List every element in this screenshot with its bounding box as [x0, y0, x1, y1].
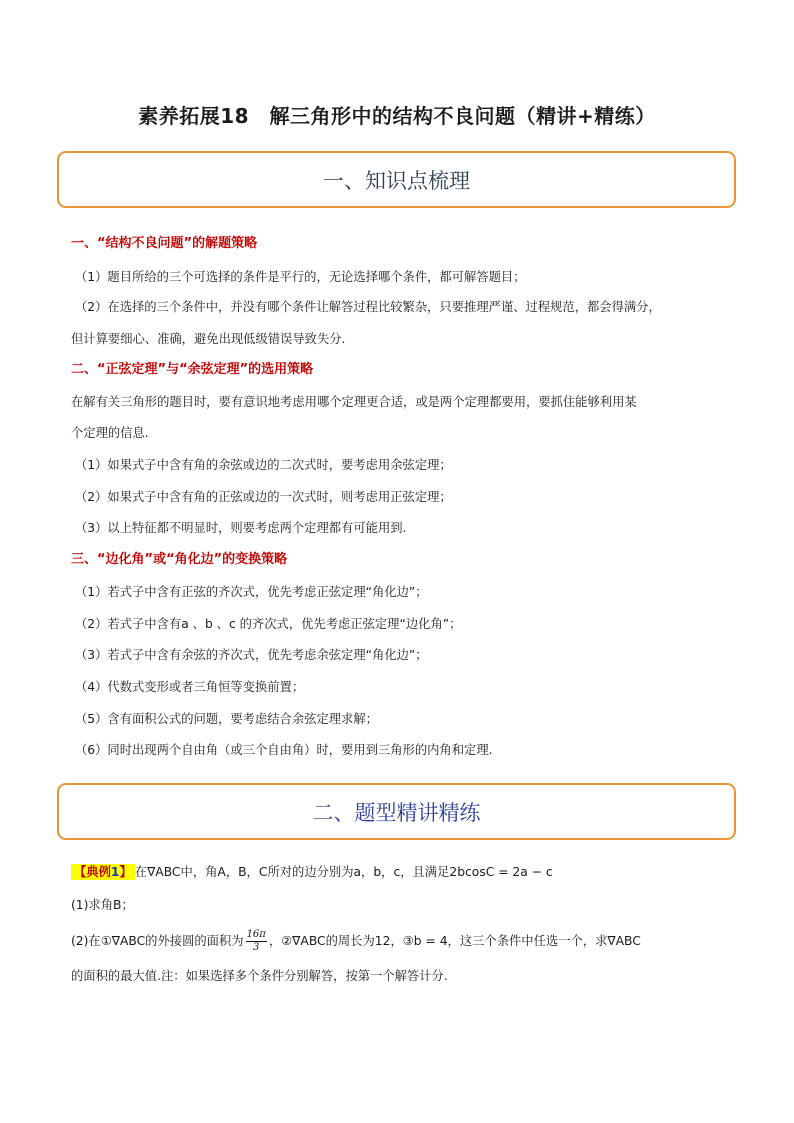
paragraph: （6）同时出现两个自由角（或三个自由角）时，要用到三角形的内角和定理.: [75, 743, 493, 757]
example-stem-line: [71, 864, 553, 880]
example-tag: 【典例1】: [71, 864, 135, 880]
heading-transform: 三、“边化角”或“角化边”的变换策略: [71, 552, 288, 567]
paragraph: （2）若式子中含有a 、b 、c 的齐次式，优先考虑正弦定理“边化角”；: [75, 617, 462, 631]
page-title: 素养拓展18 解三角形中的结构不良问题（精讲+精练）: [138, 104, 656, 128]
paragraph: 在解有关三角形的题目时，要有意识地考虑用哪个定理更合适，或是两个定理都要用，要抓住能够利用某: [71, 395, 637, 409]
paragraph: （3）若式子中含有余弦的齐次式，优先考虑余弦定理“角化边”；: [75, 648, 428, 662]
question-2-continued: 的面积的最大值.注：如果选择多个条件分别解答，按第一个解答计分.: [71, 969, 448, 983]
question-2: (2)在①∇ABC的外接圆的面积为 $\frac{16\pi}{3}$ ，②∇ABC的周长为12，③b = 4，这三个条件中任选一个，求∇ABC: [71, 929, 641, 953]
paragraph: 但计算要细心、准确，避免出现低级错误导致失分.: [71, 332, 346, 346]
section-header-knowledge: [57, 151, 736, 208]
paragraph: （1）题目所给的三个可选择的条件是平行的，无论选择哪个条件，都可解答题目；: [75, 270, 526, 284]
example-stem: 在∇ABC中，角A，B，C所对的边分别为a，b，c，且满足2bcosC = 2a − c: [134, 865, 553, 879]
paragraph: （4）代数式变形或者三角恒等变换前置；: [75, 680, 305, 694]
heading-theorem-choice: 二、“正弦定理”与“余弦定理”的选用策略: [71, 362, 314, 377]
paragraph: （5）含有面积公式的问题，要考虑结合余弦定理求解；: [75, 712, 378, 726]
paragraph: （3）以上特征都不明显时，则要考虑两个定理都有可能用到.: [75, 521, 407, 535]
question-1: (1)求角B；: [71, 898, 134, 912]
section-title: 一、知识点梳理: [323, 168, 470, 193]
heading-strategy: 一、“结构不良问题”的解题策略: [71, 236, 258, 251]
paragraph: （1）若式子中含有正弦的齐次式，优先考虑正弦定理“角化边”；: [75, 585, 428, 599]
fraction: $\frac{16\pi}{3}$: [246, 929, 266, 953]
paragraph: 个定理的信息.: [71, 426, 149, 440]
paragraph: （1）如果式子中含有角的余弦或边的二次式时，要考虑用余弦定理；: [75, 458, 452, 472]
paragraph: （2）如果式子中含有角的正弦或边的一次式时，则考虑用正弦定理；: [75, 490, 452, 504]
section-header-examples: [57, 783, 736, 840]
section-title: 二、题型精讲精练: [312, 800, 481, 825]
paragraph: （2）在选择的三个条件中，并没有哪个条件让解答过程比较繁杂，只要推理严谨、过程规范，都会得满分，: [75, 300, 661, 314]
